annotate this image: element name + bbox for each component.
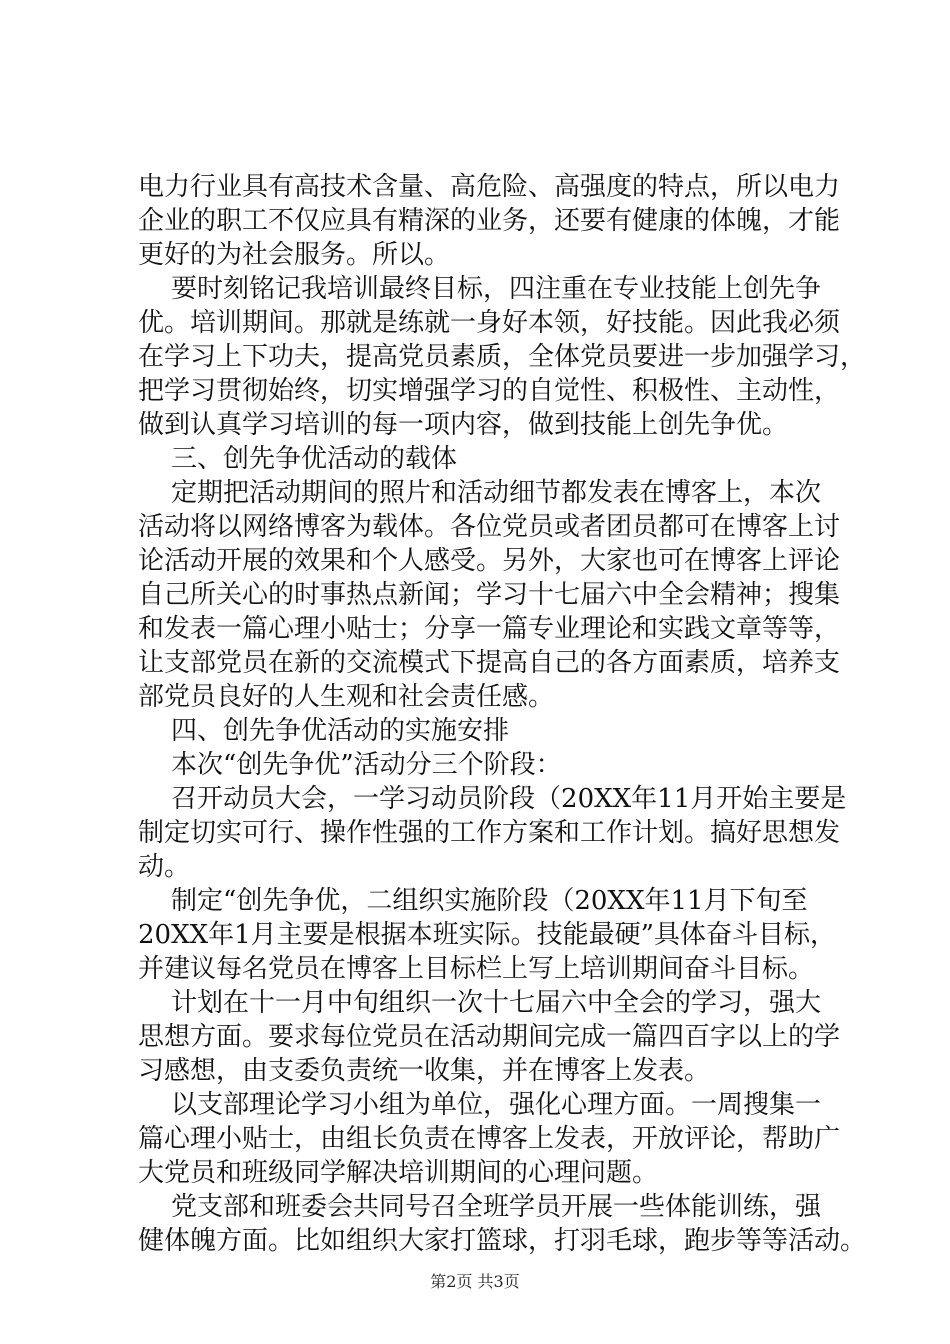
text-line: 定期把活动期间的照片和活动细节都发表在博客上，本次 — [138, 478, 822, 508]
text-line: 活动将以网络博客为载体。各位党员或者团员都可在博客上讨 — [138, 512, 841, 542]
text-line: 要时刻铭记我培训最终目标，四注重在专业技能上创先争 — [138, 274, 822, 304]
text-line: 20XX年1月主要是根据本班实际。技能最硬”具体奋斗目标， — [138, 920, 836, 950]
section-heading: 三、创先争优活动的载体 — [138, 444, 458, 474]
text-line: 论活动开展的效果和个人感受。另外，大家也可在博客上评论 — [138, 546, 841, 576]
text-line: 部党员良好的人生观和社会责任感。 — [138, 682, 555, 712]
text-line: 以支部理论学习小组为单位，强化心理方面。一周搜集一 — [138, 1090, 822, 1120]
text-line: 动。 — [138, 852, 191, 882]
text-line: 把学习贯彻始终，切实增强学习的自觉性、积极性、主动性， — [138, 376, 841, 406]
text-line: 篇心理小贴士，由组长负责在博客上发表，开放评论，帮助广 — [138, 1124, 841, 1154]
text-line: 优。培训期间。那就是练就一身好本领，好技能。因此我必须 — [138, 308, 841, 338]
text-line: 更好的为社会服务。所以。 — [138, 240, 451, 270]
text-line: 和发表一篇心理小贴士；分享一篇专业理论和实践文章等等， — [138, 614, 841, 644]
text-line: 计划在十一月中旬组织一次十七届六中全会的学习，强大 — [138, 988, 822, 1018]
text-line: 电力行业具有高技术含量、高危险、高强度的特点，所以电力 — [138, 172, 841, 202]
text-line: 做到认真学习培训的每一项内容，做到技能上创先争优。 — [138, 410, 789, 440]
text-line: 制定切实可行、操作性强的工作方案和工作计划。搞好思想发 — [138, 818, 841, 848]
text-line: 自己所关心的时事热点新闻；学习十七届六中全会精神；搜集 — [138, 580, 841, 610]
text-line: 习感想，由支委负责统一收集，并在博客上发表。 — [138, 1056, 711, 1086]
text-line: 在学习上下功夫，提高党员素质，全体党员要进一步加强学习， — [138, 342, 867, 372]
text-line: 健体魄方面。比如组织大家打篮球，打羽毛球，跑步等等活动。 — [138, 1226, 867, 1256]
text-line: 党支部和班委会共同号召全班学员开展一些体能训练，强 — [138, 1192, 822, 1222]
text-line: 制定“创先争优，二组织实施阶段（20XX年11月下旬至 — [138, 886, 808, 916]
text-line: 本次“创先争优”活动分三个阶段： — [138, 750, 562, 780]
page-footer: 第2页 共3页 — [430, 1272, 520, 1291]
text-line: 让支部党员在新的交流模式下提高自己的各方面素质，培养支 — [138, 648, 841, 678]
text-line: 召开动员大会，一学习动员阶段（20XX年11月开始主要是 — [138, 784, 847, 814]
section-heading: 四、创先争优活动的实施安排 — [138, 716, 510, 746]
text-line: 企业的职工不仅应具有精深的业务，还要有健康的体魄，才能 — [138, 206, 841, 236]
text-line: 思想方面。要求每位党员在活动期间完成一篇四百字以上的学 — [138, 1022, 841, 1052]
text-line: 并建议每名党员在博客上目标栏上写上培训期间奋斗目标。 — [138, 954, 815, 984]
text-line: 大党员和班级同学解决培训期间的心理问题。 — [138, 1158, 659, 1188]
